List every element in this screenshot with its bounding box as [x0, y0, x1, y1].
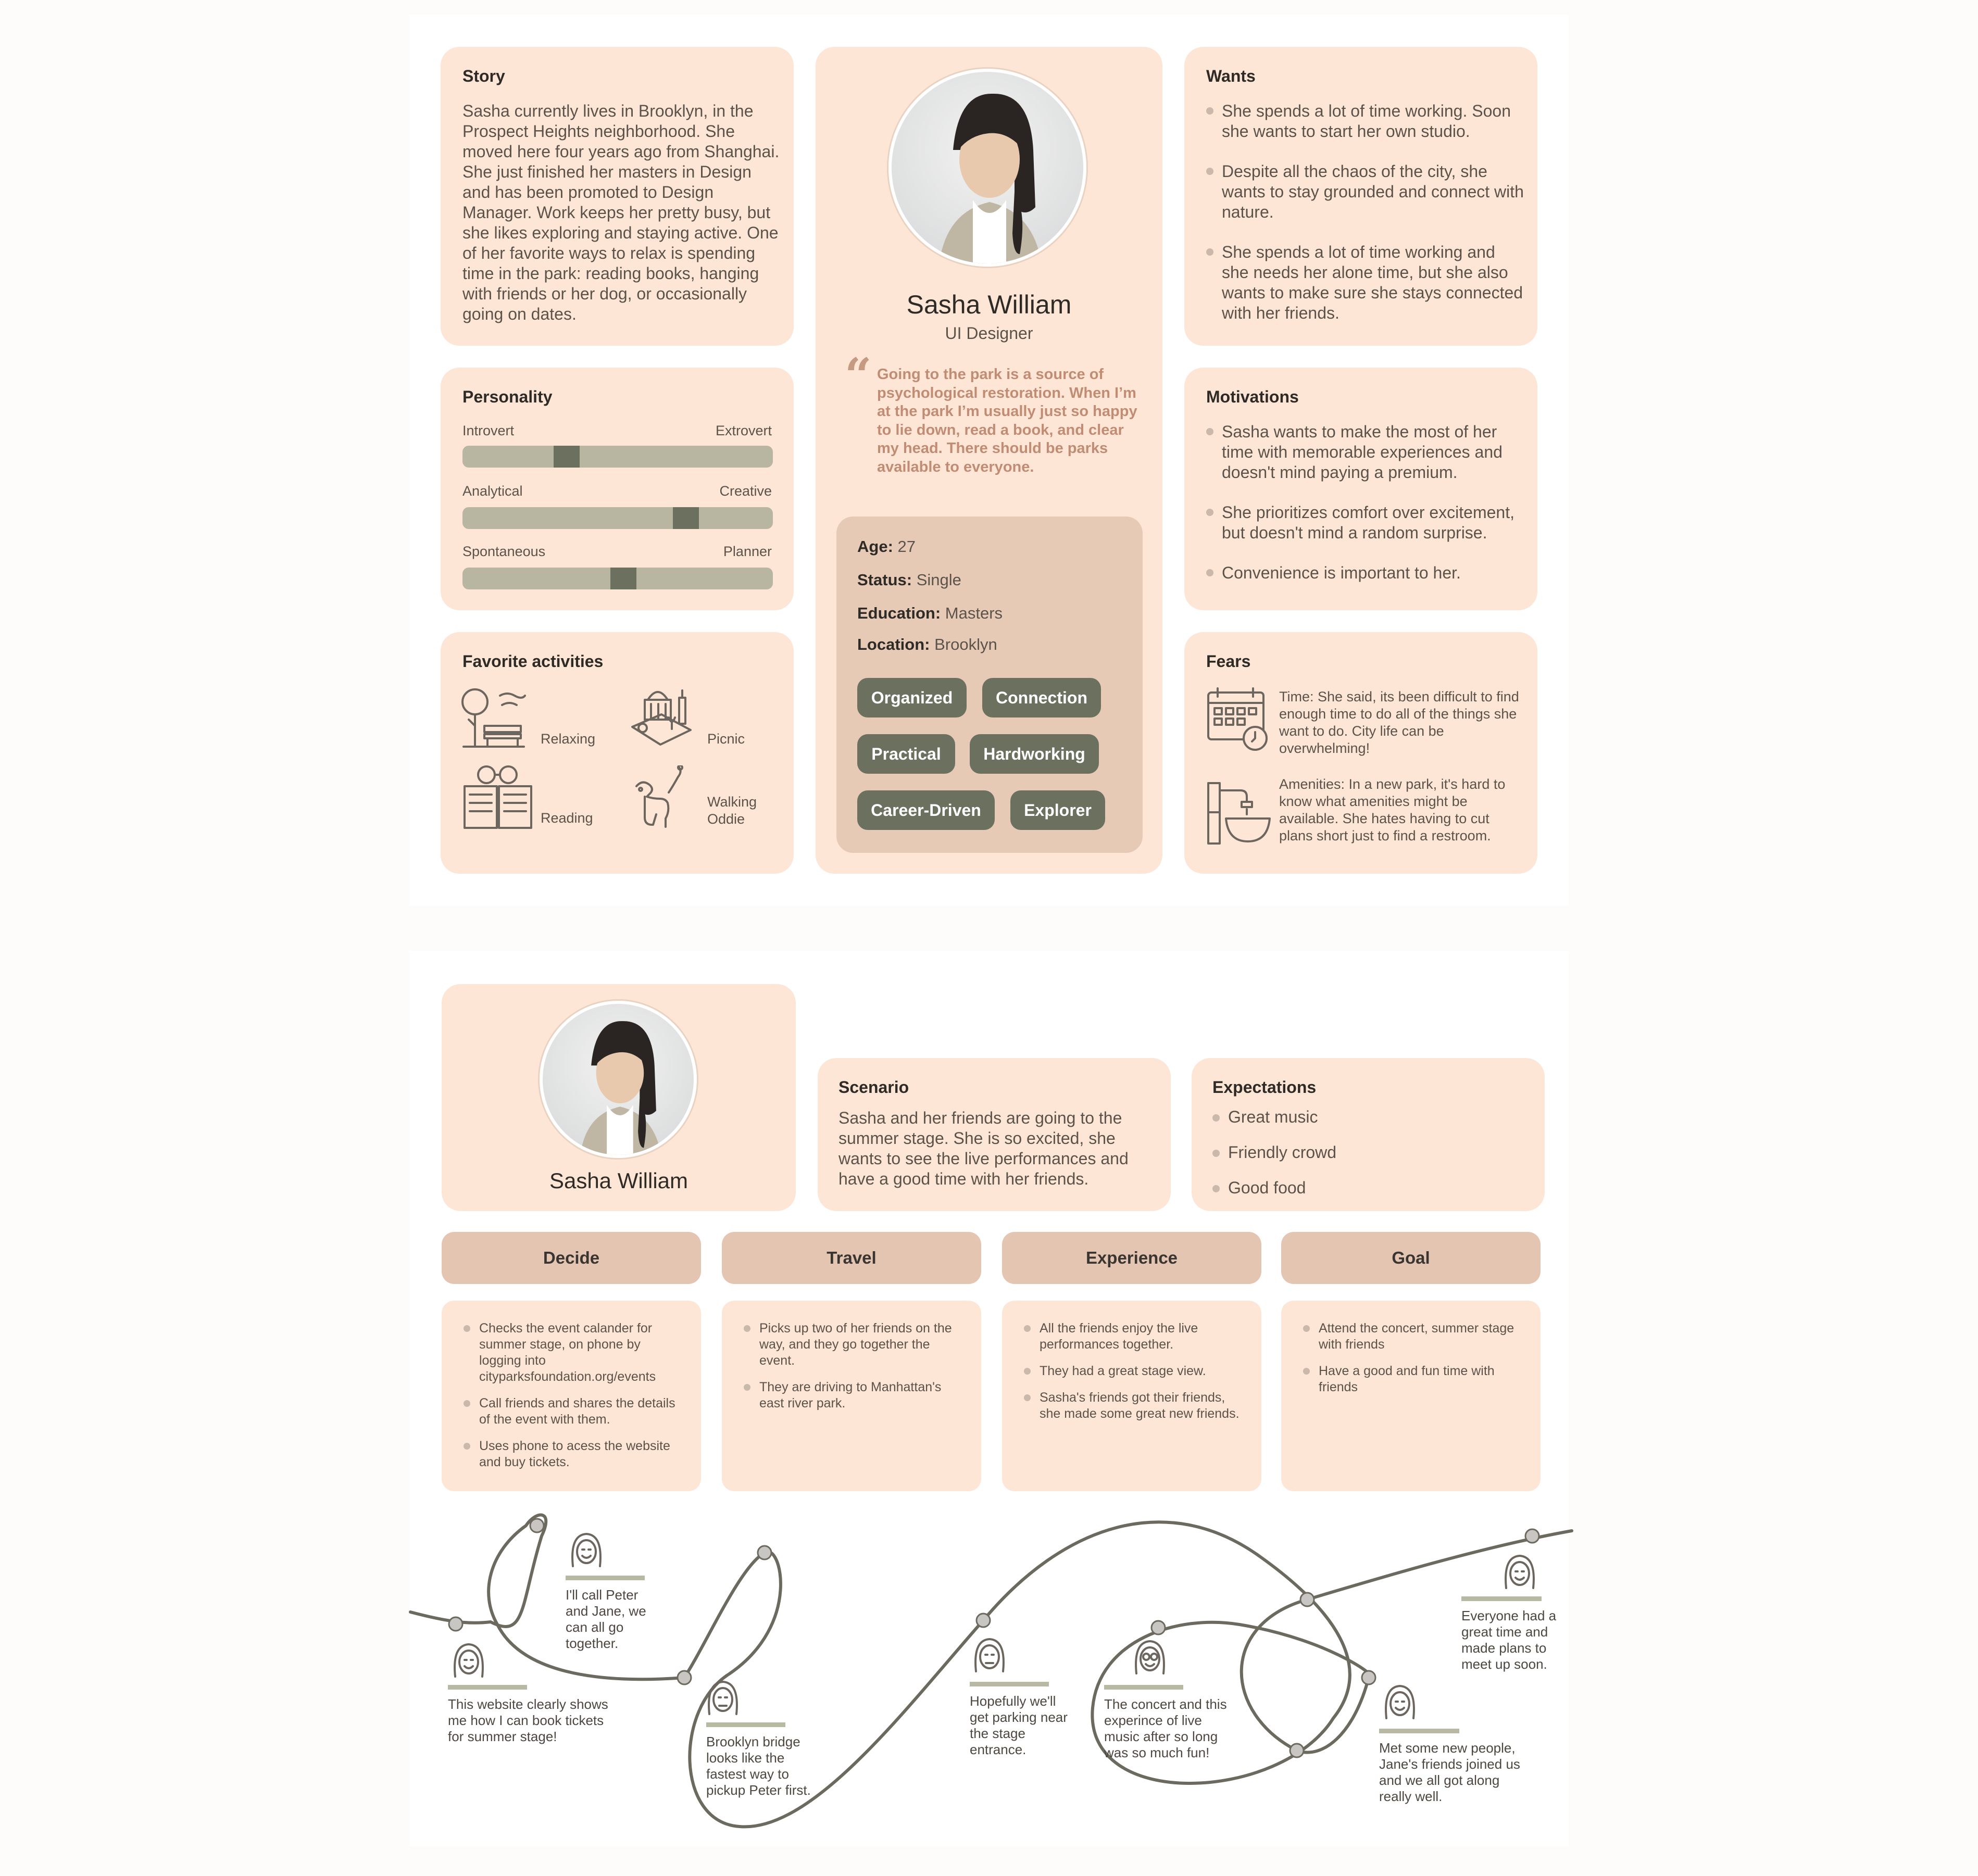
face-smile-icon	[448, 1640, 490, 1682]
list-item: They are driving to Manhattan's east river park.	[744, 1379, 962, 1412]
fear-text-time: Time: She said, its been difficult to find enough time to do all of the things she want to do. City life can be overwhelming!	[1279, 689, 1519, 756]
activity-label-picnic: Picnic	[707, 731, 745, 747]
list-item: Despite all the chaos of the city, she wants to stay grounded and connect with nature.	[1206, 161, 1525, 222]
list-item: Sasha wants to make the most of her time with memorable experiences and doesn't mind paying a premium.	[1206, 422, 1531, 483]
journey-node	[758, 1546, 771, 1559]
profile-role: UI Designer	[945, 324, 1033, 343]
story-title: Story	[462, 67, 505, 85]
phase-header-travel: Travel	[722, 1232, 981, 1284]
journey-note-3: Brooklyn bridge looks like the fastest way to pickup Peter first.	[706, 1734, 811, 1798]
slider-left-label: Introvert	[462, 423, 515, 438]
journey-node	[1151, 1621, 1165, 1634]
slider-left-label: Spontaneous	[462, 544, 546, 559]
scenario-text: Sasha and her friends are going to the summer stage. She is so excited, she wants to see the live performances and have a good time with her friends.	[838, 1109, 1129, 1188]
journey-node	[449, 1617, 462, 1631]
list-item: All the friends enjoy the live performances together.	[1024, 1320, 1243, 1353]
face-glasses-icon	[1129, 1637, 1171, 1679]
personality-title: Personality	[462, 387, 553, 406]
fact-value: Masters	[945, 604, 1003, 622]
journey-node	[1525, 1529, 1539, 1543]
list-item: Call friends and shares the details of the event with them.	[464, 1395, 682, 1428]
wants-title: Wants	[1206, 67, 1256, 85]
story-text: Sasha currently lives in Brooklyn, in the Prospect Heights neighborhood. She moved here four years ago from Shanghai. She just finished her masters in Design and has been promoted to Design Manager. Work keeps her pretty busy, but she likes exploring and staying active. One of her favorite ways to relax is spending time in the park: reading books, hanging with friends or her dog, or occasionally going on dates.	[462, 102, 780, 323]
fact-label: Age:	[857, 537, 893, 556]
slider-right-label: Extrovert	[715, 423, 772, 438]
note-underline	[1104, 1685, 1183, 1690]
fact-value: Brooklyn	[934, 635, 997, 653]
journey-note-2: I'll call Peter and Jane, we can all go together.	[566, 1587, 646, 1651]
scenario-title: Scenario	[838, 1078, 909, 1097]
phase-header-decide: Decide	[442, 1232, 701, 1284]
journey-node	[977, 1614, 990, 1627]
list-item: Attend the concert, summer stage with friends	[1303, 1320, 1522, 1353]
journey-node	[530, 1519, 544, 1532]
face-smile-icon	[566, 1530, 607, 1571]
activity-label-walking-oddie: Walking Oddie	[707, 794, 757, 827]
note-underline	[1461, 1596, 1542, 1601]
phase-header-goal: Goal	[1281, 1232, 1541, 1284]
quote-icon: “	[845, 348, 872, 403]
slider-right-label: Planner	[723, 544, 772, 559]
trait-pill: Career-Driven	[857, 790, 995, 830]
slider-left-label: Analytical	[462, 483, 523, 499]
fear-text-amenities: Amenities: In a new park, it's hard to know what amenities might be available. She hates having to cut plans short just to find a restroom.	[1279, 776, 1506, 843]
list-item: Checks the event calander for summer stage, on phone by logging into cityparksfoundation.org/events	[464, 1320, 682, 1385]
fact-label: Location:	[857, 635, 930, 653]
note-underline	[970, 1682, 1049, 1686]
list-item: She spends a lot of time working and she needs her alone time, but she also wants to make sure she stays connected with her friends.	[1206, 242, 1525, 323]
list-item: They had a great stage view.	[1024, 1363, 1243, 1379]
fears-title: Fears	[1206, 652, 1251, 671]
slider-right-label: Creative	[719, 483, 772, 499]
list-item: She spends a lot of time working. Soon she wants to start her own studio.	[1206, 101, 1525, 142]
activity-label-relaxing: Relaxing	[541, 731, 596, 747]
fact-value: 27	[897, 537, 916, 556]
note-underline	[1379, 1729, 1459, 1733]
list-item: Uses phone to acess the website and buy tickets.	[464, 1438, 682, 1470]
trait-pill: Connection	[982, 678, 1101, 717]
trait-pill: Explorer	[1010, 790, 1105, 830]
trait-pill: Organized	[857, 678, 967, 717]
phase-header-experience: Experience	[1002, 1232, 1261, 1284]
fact-value: Single	[916, 571, 961, 589]
journey-node	[1362, 1671, 1375, 1684]
note-underline	[706, 1722, 785, 1727]
face-smile-icon	[1379, 1682, 1421, 1723]
list-item: Have a good and fun time with friends	[1303, 1363, 1522, 1395]
face-neutral-icon	[702, 1678, 744, 1719]
expectations-title: Expectations	[1212, 1078, 1317, 1097]
list-item: She prioritizes comfort over excitement, but doesn't mind a random surprise.	[1206, 502, 1531, 543]
journey-node	[1290, 1744, 1304, 1757]
journey-note-1: This website clearly shows me how I can book tickets for summer stage!	[448, 1696, 608, 1744]
list-item: Sasha's friends got their friends, she made some great new friends.	[1024, 1390, 1243, 1422]
journey-note-6: Met some new people, Jane's friends joined us and we all got along really well.	[1379, 1740, 1520, 1804]
list-item: Picks up two of her friends on the way, and they go together the event.	[744, 1320, 962, 1369]
list-item: Friendly crowd	[1212, 1143, 1525, 1161]
journey-persona-name: Sasha William	[549, 1168, 688, 1193]
list-item: Great music	[1212, 1108, 1525, 1126]
trait-pill: Practical	[857, 734, 955, 774]
trait-pill: Hardworking	[970, 734, 1099, 774]
profile-quote: Going to the park is a source of psychological restoration. When I’m at the park I’m usually just so happy to lie down, read a book, and clear my head. There should be parks available to everyone.	[877, 366, 1137, 475]
activity-label-reading: Reading	[541, 810, 593, 826]
journey-note-5: The concert and this experince of live music after so long was so much fun!	[1104, 1696, 1227, 1760]
profile-name: Sasha William	[906, 290, 1072, 319]
activities-title: Favorite activities	[462, 652, 604, 671]
journey-node	[678, 1671, 691, 1684]
motivations-title: Motivations	[1206, 387, 1299, 406]
fact-label: Education:	[857, 604, 941, 622]
journey-note-7: Everyone had a great time and made plans to meet up soon.	[1461, 1608, 1557, 1672]
list-item: Good food	[1212, 1179, 1525, 1197]
note-underline	[566, 1576, 645, 1580]
list-item: Convenience is important to her.	[1206, 563, 1531, 583]
face-neutral-icon	[969, 1635, 1010, 1677]
note-underline	[448, 1685, 527, 1690]
journey-node	[1300, 1593, 1314, 1606]
face-smile-icon	[1499, 1552, 1541, 1593]
journey-note-4: Hopefully we'll get parking near the stage entrance.	[970, 1693, 1068, 1757]
fact-label: Status:	[857, 571, 912, 589]
